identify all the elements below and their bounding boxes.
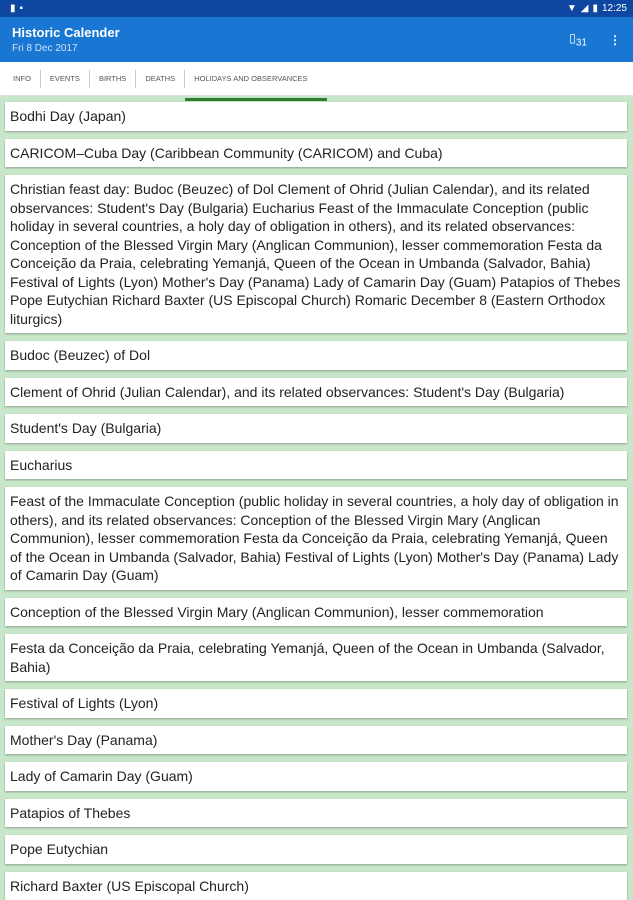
wifi-icon: ▼: [566, 3, 577, 14]
list-item[interactable]: Mother's Day (Panama): [5, 726, 627, 755]
list-item[interactable]: Clement of Ohrid (Julian Calendar), and its related observances: Student's Day (Bulgaria): [5, 378, 627, 407]
tab-events[interactable]: EVENTS: [41, 70, 90, 88]
list-item[interactable]: Patapios of Thebes: [5, 799, 627, 828]
tab-info[interactable]: INFO: [4, 70, 41, 88]
holiday-list: [0, 96, 633, 900]
status-bar: [0, 0, 633, 17]
list-item[interactable]: Eucharius: [5, 451, 627, 480]
list-item[interactable]: Lady of Camarin Day (Guam): [5, 762, 627, 791]
list-item[interactable]: Student's Day (Bulgaria): [5, 414, 627, 443]
tab-deaths[interactable]: DEATHS: [136, 70, 185, 88]
sd-card-icon: ▮: [10, 3, 16, 14]
current-date: Fri 8 Dec 2017: [12, 43, 78, 54]
list-item[interactable]: Feast of the Immaculate Conception (public holiday in several countries, a holy day of obligation in others), and its related observances: Conception of the Blessed Virgin Mary (Anglican Communion), lesser commemoration Festa da Conceição da Praia, celebrating Yemanjá, Queen of the Ocean in Umbanda (Salvador, Bahia) Festival of Lights (Lyon) Mother's Day (Panama) Lady of Camarin Day (Guam): [5, 487, 627, 590]
notification-icon: ▪: [19, 3, 24, 14]
list-item[interactable]: Festival of Lights (Lyon): [5, 689, 627, 718]
clock: 12:25: [601, 3, 627, 14]
battery-icon: ▮: [592, 3, 598, 14]
tab-births[interactable]: BIRTHS: [90, 70, 136, 88]
more-options-icon[interactable]: ⋮: [609, 32, 621, 47]
list-item[interactable]: Bodhi Day (Japan): [5, 102, 627, 131]
signal-icon: ◢: [580, 3, 589, 14]
list-item[interactable]: Budoc (Beuzec) of Dol: [5, 341, 627, 370]
list-item[interactable]: Christian feast day: Budoc (Beuzec) of Dol Clement of Ohrid (Julian Calendar), and its related observances: Student's Day (Bulgaria) Eucharius Feast of the Immaculate Conception (public holiday in several countries, a holy day of obligation in others), and its related observances: Conception of the Blessed Virgin Mary (Anglican Communion), lesser commemoration Festa da Conceição da Praia, celebrating Yemanjá, Queen of the Ocean in Umbanda (Salvador, Bahia) Festival of Lights (Lyon) Mother's Day (Panama) Lady of Camarin Day (Guam) Patapios of Thebes Pope Eutychian Richard Baxter (US Episcopal Church) Romaric December 8 (Eastern Orthodox liturgics): [5, 175, 627, 333]
tab-bar: [0, 62, 633, 96]
list-item[interactable]: Festa da Conceição da Praia, celebrating Yemanjá, Queen of the Ocean in Umbanda (Salvador, Bahia): [5, 634, 627, 681]
tab-holidays[interactable]: HOLIDAYS AND OBSERVANCES: [185, 70, 316, 88]
list-item[interactable]: Pope Eutychian: [5, 835, 627, 864]
list-item[interactable]: CARICOM–Cuba Day (Caribbean Community (CARICOM) and Cuba): [5, 139, 627, 168]
app-bar: [0, 17, 633, 62]
calendar-icon[interactable]: $▯_{31}$: [569, 30, 587, 49]
list-item[interactable]: Conception of the Blessed Virgin Mary (Anglican Communion), lesser commemoration: [5, 598, 627, 627]
calendar-icon-day: 31: [575, 37, 587, 49]
list-item[interactable]: Richard Baxter (US Episcopal Church): [5, 872, 627, 900]
app-title: Historic Calender: [12, 25, 120, 40]
